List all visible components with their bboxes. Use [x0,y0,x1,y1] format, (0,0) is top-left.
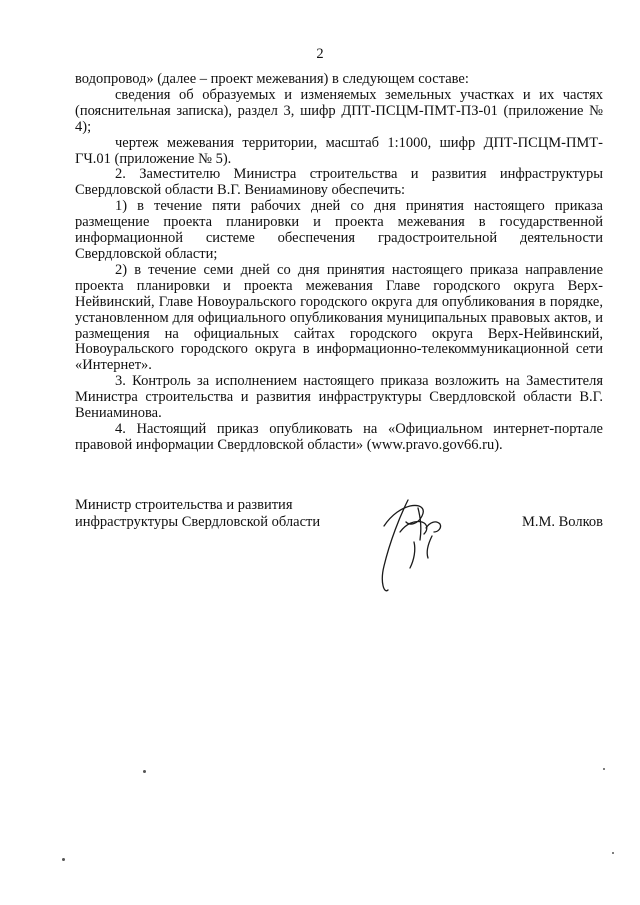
signatory-name: М.М. Волков [521,514,603,530]
signatory-position [75,497,375,531]
paragraph: чертеж межевания территории, масштаб 1:1000, шифр ДПТ-ПСЦМ-ПМТ-ГЧ.01 (приложение № 5). [75,134,603,167]
document-body [75,72,603,454]
scan-speck [62,858,65,861]
scan-speck [143,770,146,773]
paragraph: 3. Контроль за исполнением настоящего приказа возложить на Заместителя Министра строительства и развития инфраструктуры Свердловской области В.Г. Вениаминова. [75,373,603,422]
paragraph: сведения об образуемых и изменяемых земельных участках и их частях (пояснительная записка), раздел 3, шифр ДПТ-ПСЦМ-ПМТ-ПЗ-01 (приложение № 4); [75,86,603,135]
paragraph: водопровод» (далее – проект межевания) в следующем составе: [75,71,469,87]
scan-speck [612,852,614,854]
scan-speck [603,768,605,770]
paragraph: 2) в течение семи дней со дня принятия настоящего приказа направление проекта планировки и проекта межевания Главе городского округа Верх-Нейвинский, Главе Новоуральского городского округа для опубликования в порядке, установленном для официального опубликования муниципальных правовых актов, и размещения на официальных сайтах городского округа Верх-Нейвинский, Новоуральского городского округа в информационно-телекоммуникационной сети «Интернет». [75,261,603,374]
page-number: 2 [316,46,324,62]
position-line: инфраструктуры Свердловской области [75,514,321,530]
handwritten-signature [370,486,460,598]
paragraph: 2. Заместителю Министра строительства и развития инфраструктуры Свердловской области В.Г. Вениаминову обеспечить: [75,166,603,199]
paragraph: 4. Настоящий приказ опубликовать на «Официальном интернет-портале правовой информации Свердловской области» (www.pravo.gov66.ru). [75,420,603,453]
paragraph: 1) в течение пяти рабочих дней со дня принятия настоящего приказа размещение проекта планировки и проекта межевания в государственной информационной системе обеспечения градостроительной деятельности Свердловской области; [75,198,603,262]
position-line: Министр строительства и развития [75,497,293,513]
